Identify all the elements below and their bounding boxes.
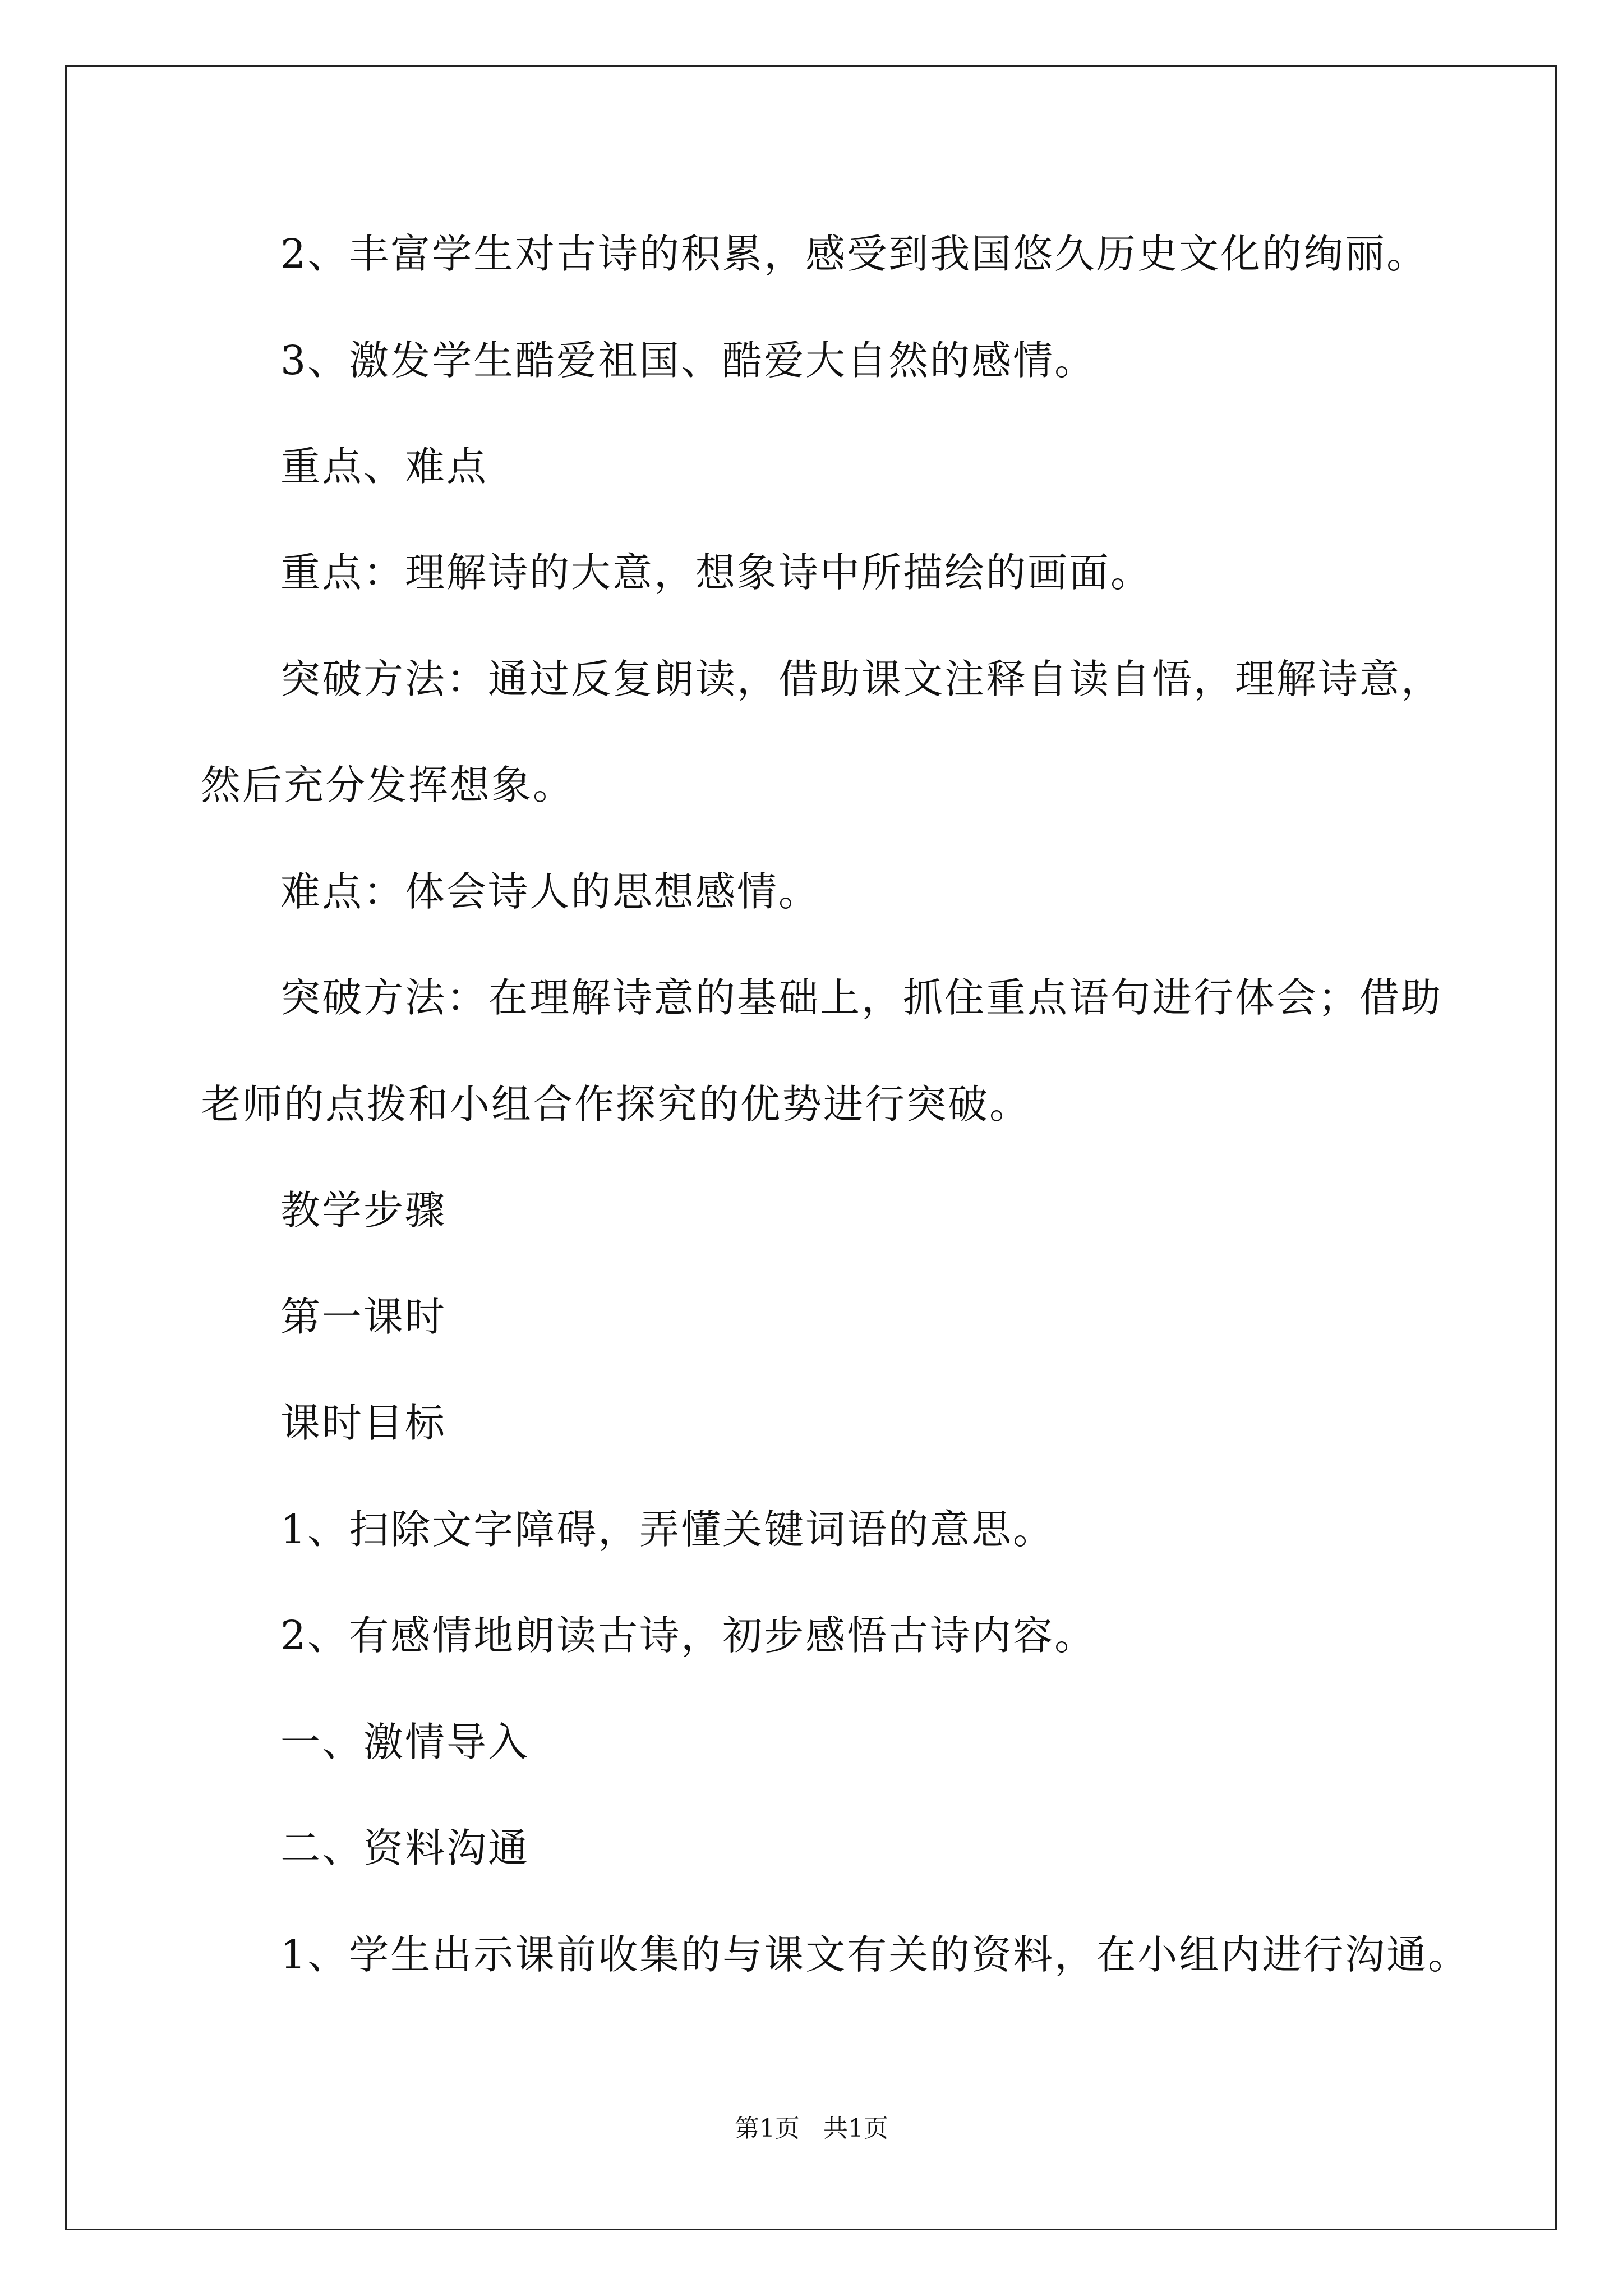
section-heading: 课时目标 (280, 1400, 447, 1446)
paragraph: 1、扫除文字障碍，弄懂关键词语的意思。 (280, 1506, 1055, 1553)
section-heading: 二、资料沟通 (280, 1825, 530, 1871)
paragraph-continuation: 然后充分发挥想象。 (201, 762, 575, 808)
paragraph: 2、丰富学生对古诗的积累，感受到我国悠久历史文化的绚丽。 (280, 231, 1428, 277)
paragraph: 突破方法：通过反复朗读，借助课文注释自读自悟，理解诗意， (280, 656, 1443, 702)
paragraph: 难点：体会诗人的思想感情。 (280, 868, 820, 915)
section-heading: 第一课时 (280, 1294, 447, 1340)
paragraph: 突破方法：在理解诗意的基础上，抓住重点语句进行体会；借助 (280, 974, 1443, 1021)
paragraph: 重点：理解诗的大意，想象诗中所描绘的画面。 (280, 549, 1152, 596)
section-heading: 教学步骤 (280, 1187, 447, 1234)
paragraph-continuation: 老师的点拨和小组合作探究的优势进行突破。 (201, 1081, 1031, 1128)
page-footer: 第1页 共1页 (735, 2114, 888, 2143)
section-heading: 一、激情导入 (280, 1719, 530, 1765)
paragraph: 3、激发学生酷爱祖国、酷爱大自然的感情。 (280, 337, 1096, 384)
paragraph: 2、有感情地朗读古诗，初步感悟古诗内容。 (280, 1612, 1096, 1659)
paragraph: 1、学生出示课前收集的与课文有关的资料，在小组内进行沟通。 (280, 1931, 1470, 1978)
section-heading: 重点、难点 (280, 443, 488, 490)
page-border (65, 65, 1557, 2230)
